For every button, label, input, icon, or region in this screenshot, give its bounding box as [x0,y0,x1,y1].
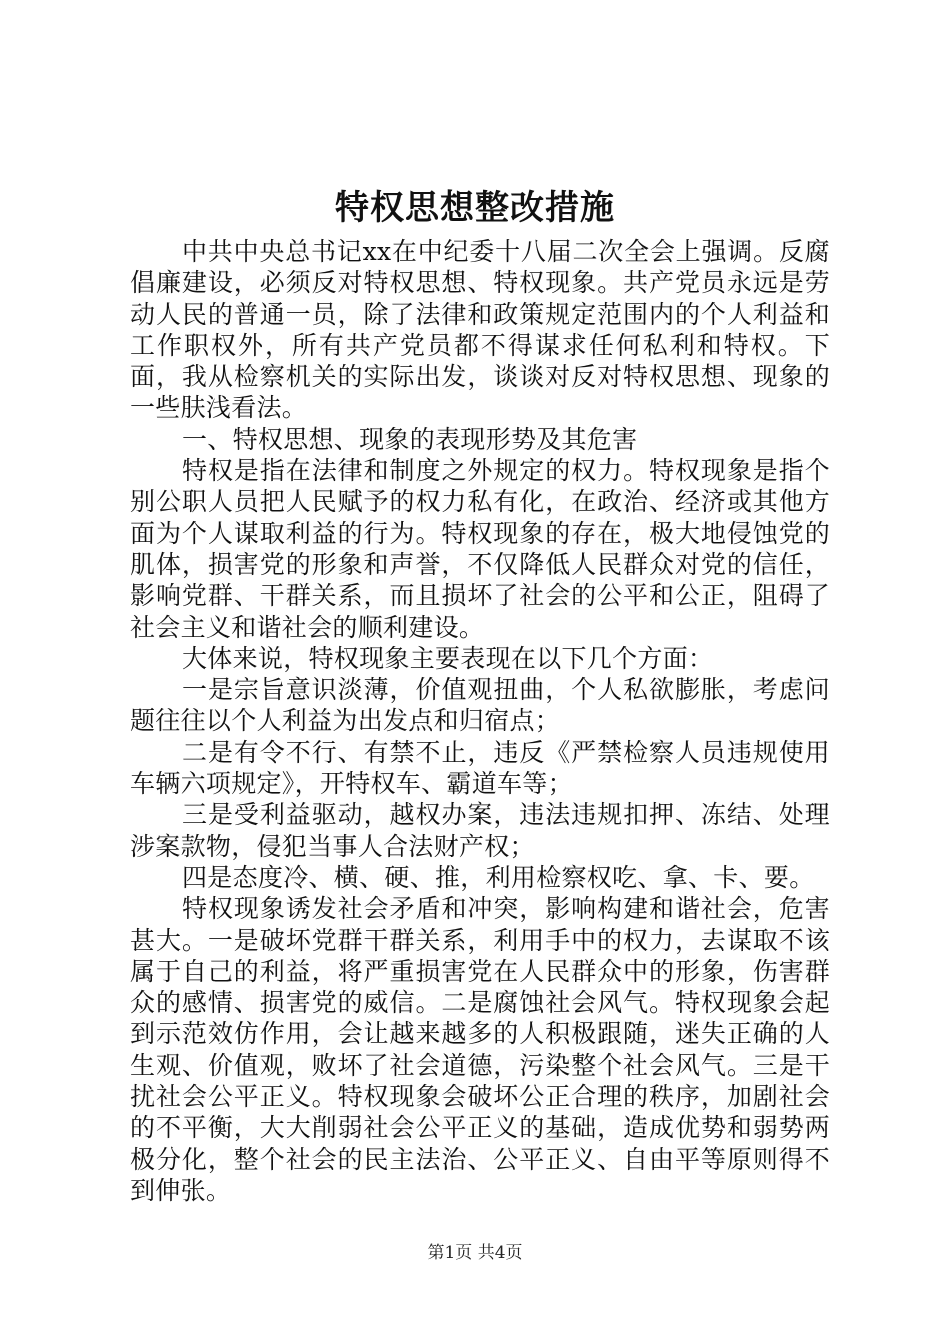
section-heading: 一、特权思想、现象的表现形势及其危害 [182,424,638,454]
document-title: 特权思想整改措施 [335,188,615,228]
paragraph-aspect-4: 四是态度冷、横、硬、推，利用检察权吃、拿、卡、要。 [182,862,815,892]
paragraph-aspects-intro: 大体来说，特权现象主要表现在以下几个方面： [182,643,714,673]
document-body [130,236,830,1206]
paragraph-aspect-2: 二是有令不行、有禁不止，违反《严禁检察人员违规使用车辆六项规定》，开特权车、霸道车等； [130,737,830,799]
paragraph-aspect-1: 一是宗旨意识淡薄，价值观扭曲，个人私欲膨胀，考虑问题往往以个人利益为出发点和归宿点； [130,675,830,736]
paragraph-harms: 特权现象诱发社会矛盾和冲突，影响构建和谐社会，危害甚大。一是破坏党群干群关系，利用手中的权力，去谋取不该属于自己的利益，将严重损害党在人民群众中的形象，伤害群众的感情、损害党的威信。二是腐蚀社会风气。特权现象会起到示范效仿作用，会让越来越多的人积极跟随，迷失正确的人生观、价值观，败坏了社会道德，污染整个社会风气。三是干扰社会公平正义。特权现象会破坏公正合理的秩序，加剧社会的不平衡，大大削弱社会公平正义的基础，造成优势和弱势两极分化，整个社会的民主法治、公平正义、自由平等原则得不到伸张。 [130,894,830,1205]
paragraph-aspect-3: 三是受利益驱动，越权办案，违法违规扣押、冻结、处理涉案款物，侵犯当事人合法财产权； [130,800,830,861]
page-footer: 第1页 共4页 [427,1243,523,1263]
paragraph-intro: 中共中央总书记xx在中纪委十八届二次全会上强调。反腐倡廉建设，必须反对特权思想、特权现象。共产党员永远是劳动人民的普通一员，除了法律和政策规定范围内的个人利益和工作职权外，所有共产党员都不得谋求任何私利和特权。下面，我从检察机关的实际出发，谈谈对反对特权思想、现象的一些肤浅看法。 [130,237,830,423]
paragraph-definition: 特权是指在法律和制度之外规定的权力。特权现象是指个别公职人员把人民赋予的权力私有化，在政治、经济或其他方面为个人谋取利益的行为。特权现象的存在，极大地侵蚀党的肌体，损害党的形象和声誉，不仅降低人民群众对党的信任，影响党群、干群关系，而且损坏了社会的公平和公正，阻碍了社会主义和谐社会的顺利建设。 [130,456,830,642]
